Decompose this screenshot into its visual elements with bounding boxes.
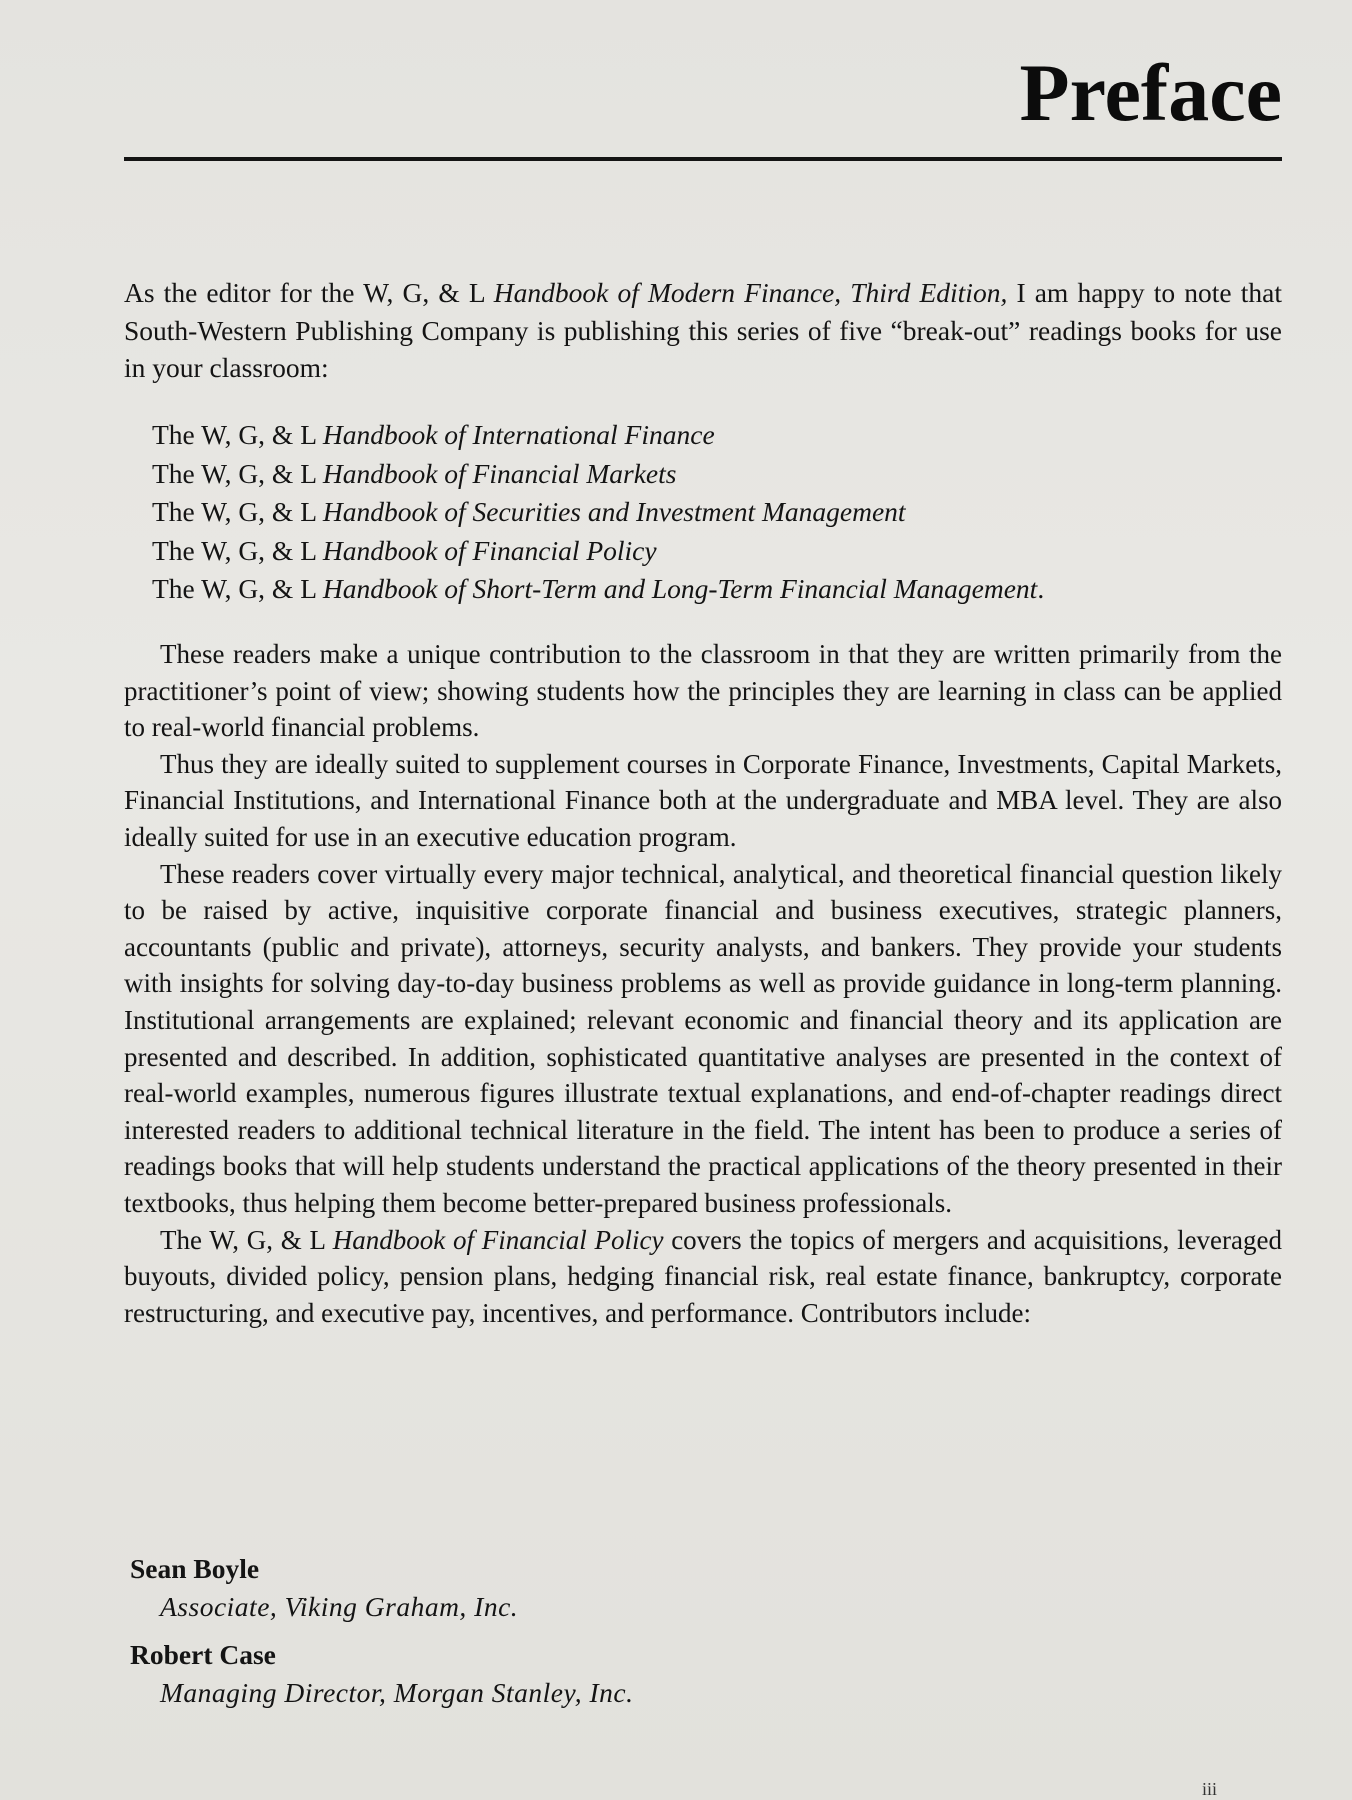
handbook-item — [152, 416, 1044, 455]
handbook-item — [152, 532, 1044, 571]
handbook-prefix: The W, G, & L — [152, 573, 323, 604]
page-title: Preface — [1019, 47, 1282, 138]
paragraph-course-suitability: Thus they are ideally suited to supplement courses in Corporate Finance, Investments, Capital Markets, Financial Institutions, and International Finance both at the undergraduate and MBA level. They are also ideally suited for use in an executive education program. — [124, 748, 1282, 852]
handbook-title: Handbook of Securities and Investment Management — [322, 496, 906, 527]
intro-book-title: Handbook of Modern Finance, Third Edition, — [493, 277, 1008, 308]
contributor-entry — [130, 1636, 633, 1712]
p4-prefix: The W, G, & L — [160, 1224, 333, 1255]
handbook-end: . — [1037, 573, 1045, 604]
handbook-title: Handbook of Financial Markets — [322, 457, 677, 489]
page-number: iii — [1201, 1779, 1217, 1799]
handbook-title: Handbook of Financial Policy — [322, 534, 657, 566]
handbook-item — [152, 493, 1044, 532]
contributors-list — [130, 1550, 633, 1722]
body-paragraphs — [124, 636, 1282, 1331]
handbook-item — [152, 455, 1044, 494]
handbook-title: Handbook of Short-Term and Long-Term Financial Management — [322, 573, 1038, 604]
handbook-prefix: The W, G, & L — [152, 419, 323, 450]
paragraph-readers-contribution: These readers make a unique contribution to the classroom in that they are written primarily from the practitioner’s point of view; showing students how the principles they are learning in class can be applied to real-world financial problems. — [124, 639, 1282, 743]
contributor-name: Sean Boyle — [130, 1553, 260, 1584]
handbook-list — [152, 416, 1044, 609]
contributor-role: Associate, Viking Graham, Inc. — [160, 1591, 519, 1622]
paragraph-coverage: These readers cover virtually every major technical, analytical, and theoretical financial question likely to be raised by active, inquisitive corporate financial and business executives, strategic planners, accountants (public and private), attorneys, security analysts, and bankers. They provide your students with insights for solving day-to-day business problems as well as provide guidance in long-term planning. Institutional arrangements are explained; relevant economic and financial theory and its application are presented and described. In addition, sophisticated quantitative analyses are presented in the context of real-world examples, numerous figures illustrate textual explanations, and end-of-chapter readings direct interested readers to additional technical literature in the field. The intent has been to produce a series of readings books that will help students understand the practical applications of the theory presented in their textbooks, thus helping them become better-prepared business professionals. — [124, 858, 1282, 1218]
intro-prefix: As the editor for the W, G, & L — [124, 277, 494, 308]
contributor-role: Managing Director, Morgan Stanley, Inc. — [160, 1677, 634, 1708]
handbook-prefix: The W, G, & L — [152, 496, 323, 527]
contributor-entry — [130, 1550, 633, 1626]
p4-title: Handbook of Financial Policy — [332, 1224, 664, 1255]
handbook-title: Handbook of International Finance — [322, 419, 715, 450]
paragraph-financial-policy — [124, 1222, 1282, 1332]
handbook-prefix: The W, G, & L — [152, 457, 323, 489]
contributor-name: Robert Case — [130, 1639, 276, 1670]
title-rule — [124, 157, 1282, 161]
intro-suffix: I am happy to note that South-Western Publishing Company is publishing this series of five “break-out” readings books for use in your classroom: — [124, 277, 1282, 383]
handbook-prefix: The W, G, & L — [152, 534, 323, 566]
handbook-item — [152, 570, 1044, 609]
p4-suffix: covers the topics of mergers and acquisitions, leveraged buyouts, divided policy, pension plans, hedging financial risk, real estate finance, bankruptcy, corporate restructuring, and executive pay, incentives, and performance. Contributors include: — [124, 1224, 1282, 1328]
intro-paragraph — [124, 274, 1282, 387]
